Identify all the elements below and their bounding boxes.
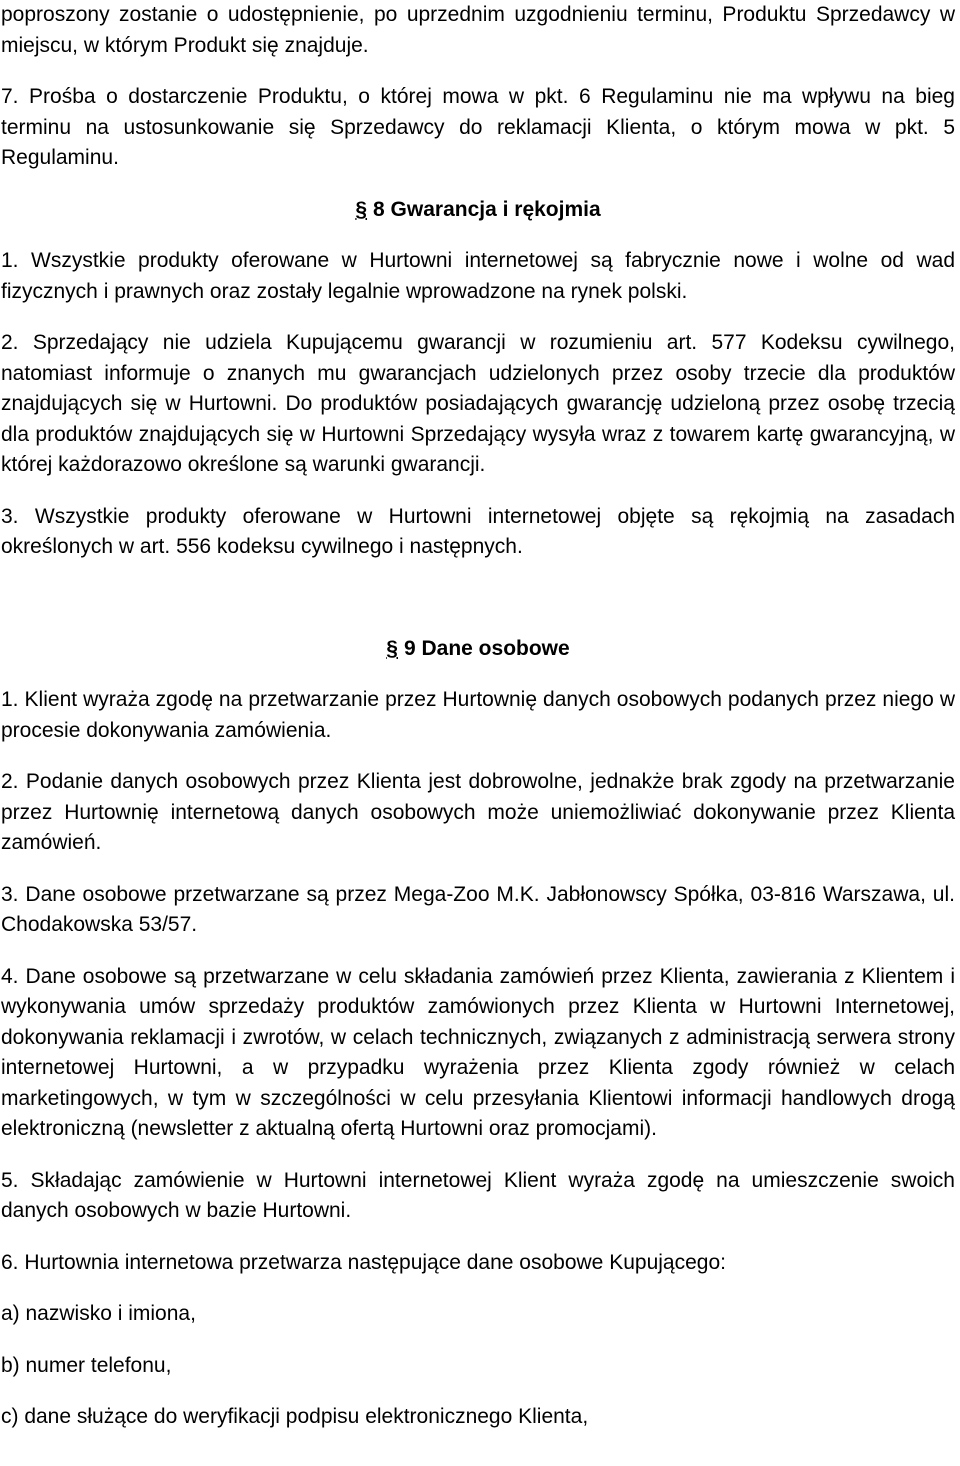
section-8-title: 8 Gwarancja i rękojmia bbox=[373, 197, 601, 221]
section-9-title: 9 Dane osobowe bbox=[403, 636, 570, 660]
section-8-paragraph-3: 3. Wszystkie produkty oferowane w Hurtowni internetowej objęte są rękojmią na zasadach określonych w art. 556 kodeksu cywilnego i następnych. bbox=[1, 504, 955, 558]
section-symbol: § bbox=[355, 197, 368, 221]
list-item-b: b) numer telefonu, bbox=[1, 1353, 172, 1377]
paragraph-7: 7. Prośba o dostarczenie Produktu, o której mowa w pkt. 6 Regulaminu nie ma wpływu na bieg terminu na ustosunkowanie się Sprzedawcy do reklamacji Klienta, o którym mowa w pkt. 5 Regulaminu. bbox=[1, 85, 955, 169]
section-8-paragraph-2: 2. Sprzedający nie udziela Kupującemu gwarancji w rozumieniu art. 577 Kodeksu cywilnego, natomiast informuje o znanych mu gwarancjach udzielonych przez osoby trzecie dla produktów znajdujących się w Hurtowni. Do produktów posiadających gwarancję udzieloną przez osobę trzecią dla produktów znajdujących się w Hurtowni Sprzedający wysyła wraz z towarem kartę gwarancyjną, w której każdorazowo określone są warunki gwarancji. bbox=[1, 331, 955, 476]
section-8-paragraph-1: 1. Wszystkie produkty oferowane w Hurtowni internetowej są fabrycznie nowe i wolne od wad fizycznych i prawnych oraz zostały legalnie wprowadzone na rynek polski. bbox=[1, 249, 955, 303]
list-item-a: a) nazwisko i imiona, bbox=[1, 1302, 196, 1325]
section-8-heading bbox=[1, 195, 955, 226]
section-9-paragraph-3: 3. Dane osobowe przetwarzane są przez Mega-Zoo M.K. Jabłonowscy Spółka, 03-816 Warszawa, ul. Chodakowska 53/57. bbox=[1, 882, 955, 936]
section-9-paragraph-6: 6. Hurtownia internetowa przetwarza następujące dane osobowe Kupującego: bbox=[1, 1250, 726, 1274]
section-9-paragraph-2: 2. Podanie danych osobowych przez Klienta jest dobrowolne, jednakże brak zgody na przetwarzanie przez Hurtownię internetową danych osobowych może uniemożliwiać dokonywanie przez Klienta zamówień. bbox=[1, 770, 955, 854]
section-9-paragraph-4: 4. Dane osobowe są przetwarzane w celu składania zamówień przez Klienta, zawierania z Klientem i wykonywania umów sprzedaży produktów zamówionych przez Klienta w Hurtowni Internetowej, dokonywania reklamacji i zwrotów, w celach technicznych, związanych z administracją serwera strony internetowej Hurtowni, a w przypadku wyrażenia przez Klienta zgody również w celach marketingowych, w tym w szczególności w celu przesyłania Klientowi informacji handlowych drogą elektroniczną (newsletter z aktualną ofertą Hurtowni oraz promocjami). bbox=[1, 964, 955, 1140]
section-9-heading bbox=[1, 634, 955, 665]
section-9-paragraph-1: 1. Klient wyraża zgodę na przetwarzanie przez Hurtownię danych osobowych podanych przez niego w procesie dokonywania zamówienia. bbox=[1, 688, 955, 742]
paragraph-intro-continuation: poproszony zostanie o udostępnienie, po uprzednim uzgodnieniu terminu, Produktu Sprzedawcy w miejscu, w którym Produkt się znajduje. bbox=[1, 3, 955, 57]
section-symbol: § bbox=[386, 636, 398, 660]
section-9-paragraph-5: 5. Składając zamówienie w Hurtowni internetowej Klient wyraża zgodę na umieszczenie swoich danych osobowych w bazie Hurtowni. bbox=[1, 1168, 955, 1222]
list-item-c: c) dane służące do weryfikacji podpisu elektronicznego Klienta, bbox=[1, 1405, 589, 1428]
